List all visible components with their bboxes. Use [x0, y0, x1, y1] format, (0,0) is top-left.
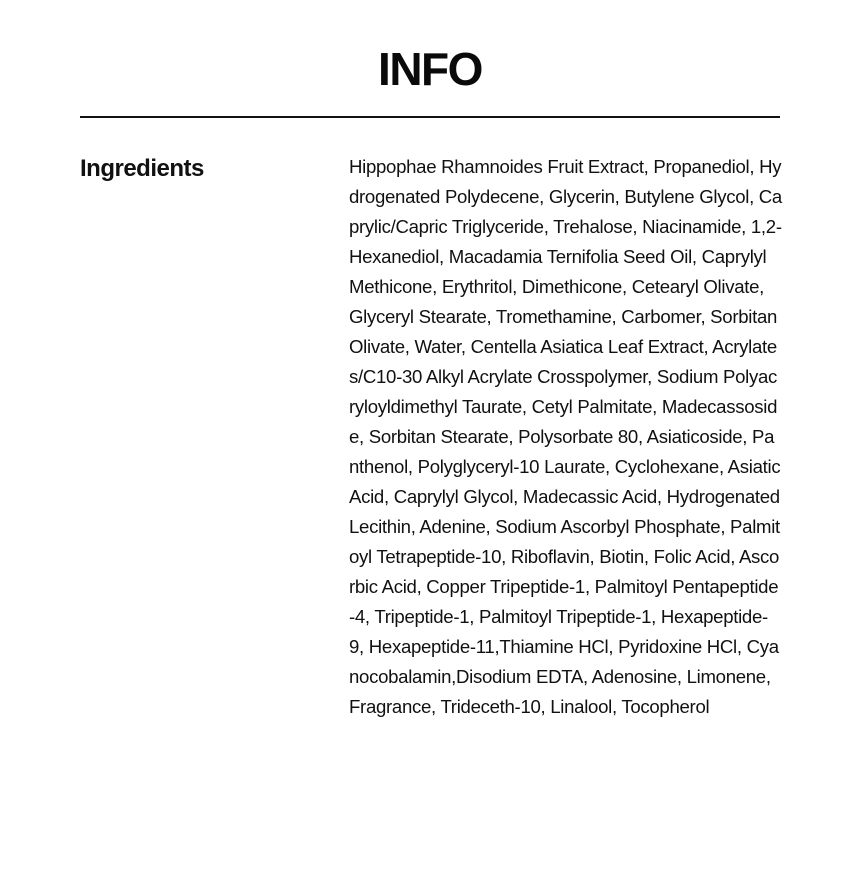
title-divider: [80, 116, 780, 118]
ingredients-list: Hippophae Rhamnoides Fruit Extract, Propanediol, Hydrogenated Polydecene, Glycerin, Butylene Glycol, Caprylic/Capric Triglyceride, Trehalose, Niacinamide, 1,2-Hexanediol, Macadamia Ternifolia Seed Oil, Caprylyl Methicone, Erythritol, Dimethicone, Cetearyl Olivate, Glyceryl Stearate, Tromethamine, Carbomer, Sorbitan Olivate, Water, Centella Asiatica Leaf Extract, Acrylates/C10-30 Alkyl Acrylate Crosspolymer, Sodium Polyacryloyldimethyl Taurate, Cetyl Palmitate, Madecassoside, Sorbitan Stearate, Polysorbate 80, Asiaticoside, Panthenol, Polyglyceryl-10 Laurate, Cyclohexane, Asiatic Acid, Caprylyl Glycol, Madecassic Acid, Hydrogenated Lecithin, Adenine, Sodium Ascorbyl Phosphate, Palmitoyl Tetrapeptide-10, Riboflavin, Biotin, Folic Acid, Ascorbic Acid, Copper Tripeptide-1, Palmitoyl Pentapeptide-4, Tripeptide-1, Palmitoyl Tripeptide-1, Hexapeptide-9, Hexapeptide-11,Thiamine HCl, Pyridoxine HCl, Cyanocobalamin,Disodium EDTA, Adenosine, Limonene, Fragrance, Trideceth-10, Linalool, Tocopherol: [349, 156, 782, 717]
page-title: INFO: [378, 43, 482, 95]
ingredients-label: Ingredients: [80, 155, 204, 182]
